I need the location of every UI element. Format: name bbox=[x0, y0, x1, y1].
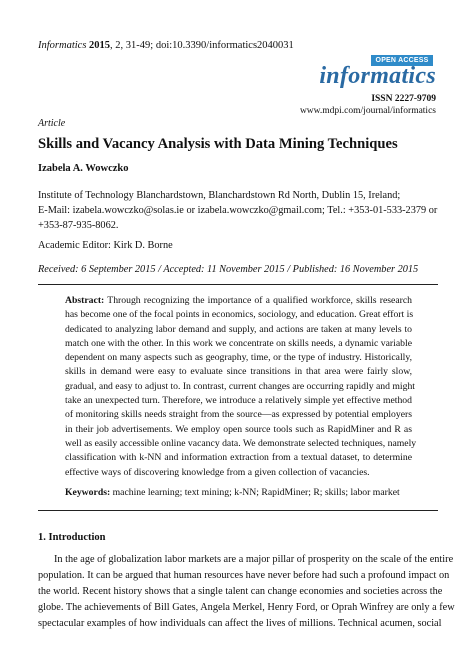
body-line: population. It can be argued that human resources have never before had such a profound impact on bbox=[38, 570, 450, 581]
keywords bbox=[65, 487, 400, 498]
journal-url[interactable]: www.mdpi.com/journal/informatics bbox=[299, 106, 436, 116]
author-name: Izabela A. Wowczko bbox=[38, 163, 129, 174]
abstract-line: match one with the other. In this work we concentrate on skills needs, a dynamic variable bbox=[65, 337, 412, 349]
section-heading: 1. Introduction bbox=[38, 532, 106, 543]
abstract-line: gradual, and easy to adjust to. In contrast, current changes are occurring rapidly and might bbox=[65, 380, 415, 392]
citation-year: 2015 bbox=[89, 40, 111, 51]
body-line: globe. The achievements of Bill Gates, Angela Merkel, Henry Ford, or Oprah Winfrey are only a few bbox=[38, 602, 455, 613]
citation-details: , 2, 31-49; doi:10.3390/informatics2040031 bbox=[110, 40, 294, 51]
abstract-line: well as easily accessible online vacancy data. We demonstrate selected techniques, namely bbox=[65, 437, 417, 449]
article-title: Skills and Vacancy Analysis with Data Mining Techniques bbox=[38, 136, 398, 152]
abstract bbox=[65, 294, 417, 480]
issn: ISSN 2227-9709 bbox=[371, 94, 436, 104]
abstract-line: effective ways of discovering knowledge from a given collection of vacancies. bbox=[65, 466, 370, 478]
publication-dates: Received: 6 September 2015 / Accepted: 11 November 2015 / Published: 16 November 2015 bbox=[38, 264, 419, 275]
affiliation-line: +353-87-935-8062. bbox=[38, 220, 119, 231]
body-line: In the age of globalization labor markets are a major pillar of prosperity on the scale of the entire bbox=[54, 554, 454, 565]
keywords-label: Keywords: bbox=[65, 487, 111, 498]
abstract-line: take an unexpected turn. Therefore, we introduce a relatively simple yet effective method bbox=[65, 395, 412, 407]
citation-line bbox=[38, 40, 294, 51]
abstract-line: of monitoring skills needs straight from the source—as expressed by potential employers bbox=[65, 409, 412, 421]
abstract-line: classification with k-NN and information extraction from a textual dataset, to determine bbox=[65, 452, 412, 464]
abstract-line: dedicated to analyzing labor demand and supply, and actions are taken at many levels to bbox=[65, 323, 412, 335]
affiliation-line: Institute of Technology Blanchardstown, Blanchardstown Rd North, Dublin 15, Ireland; bbox=[38, 190, 401, 201]
abstract-line: Abstract: Through recognizing the importance of a qualified workforce, skills research bbox=[65, 295, 412, 306]
abstract-label: Abstract: bbox=[65, 295, 105, 306]
keywords-text: machine learning; text mining; k-NN; RapidMiner; R; skills; labor market bbox=[110, 487, 400, 498]
article-type: Article bbox=[38, 118, 66, 129]
abstract-line: dependent on many aspects such as geography, time, or the type of industry. Historically, bbox=[65, 352, 412, 364]
affiliation-line: E-Mail: izabela.wowczko@solas.ie or izabela.wowczko@gmail.com; Tel.: +353-01-533-2379 or bbox=[38, 205, 438, 216]
abstract-line: has become one of the focal points in economics, sociology, and education. Great effort is bbox=[65, 309, 414, 321]
body-line: spectacular examples of how individuals can affect the lives of millions. Technical acumen, social bbox=[38, 618, 442, 629]
introduction-body bbox=[38, 552, 455, 632]
citation-journal: Informatics bbox=[38, 40, 87, 51]
abstract-line: in their job advertisements. We employ open source tools such as RapidMiner and R as bbox=[65, 423, 412, 435]
body-line: the world. Recent history shows that a single talent can change economies and societies across the bbox=[38, 586, 443, 597]
affiliation bbox=[38, 188, 438, 233]
divider-bottom bbox=[38, 510, 438, 511]
abstract-line: skills in demand were easy to evaluate since transitions in that area were fairly slow, bbox=[65, 366, 412, 378]
open-access-badge: OPEN ACCESS bbox=[371, 55, 433, 66]
journal-name: informatics bbox=[319, 63, 436, 89]
divider-top bbox=[38, 284, 438, 285]
academic-editor: Academic Editor: Kirk D. Borne bbox=[38, 240, 173, 251]
